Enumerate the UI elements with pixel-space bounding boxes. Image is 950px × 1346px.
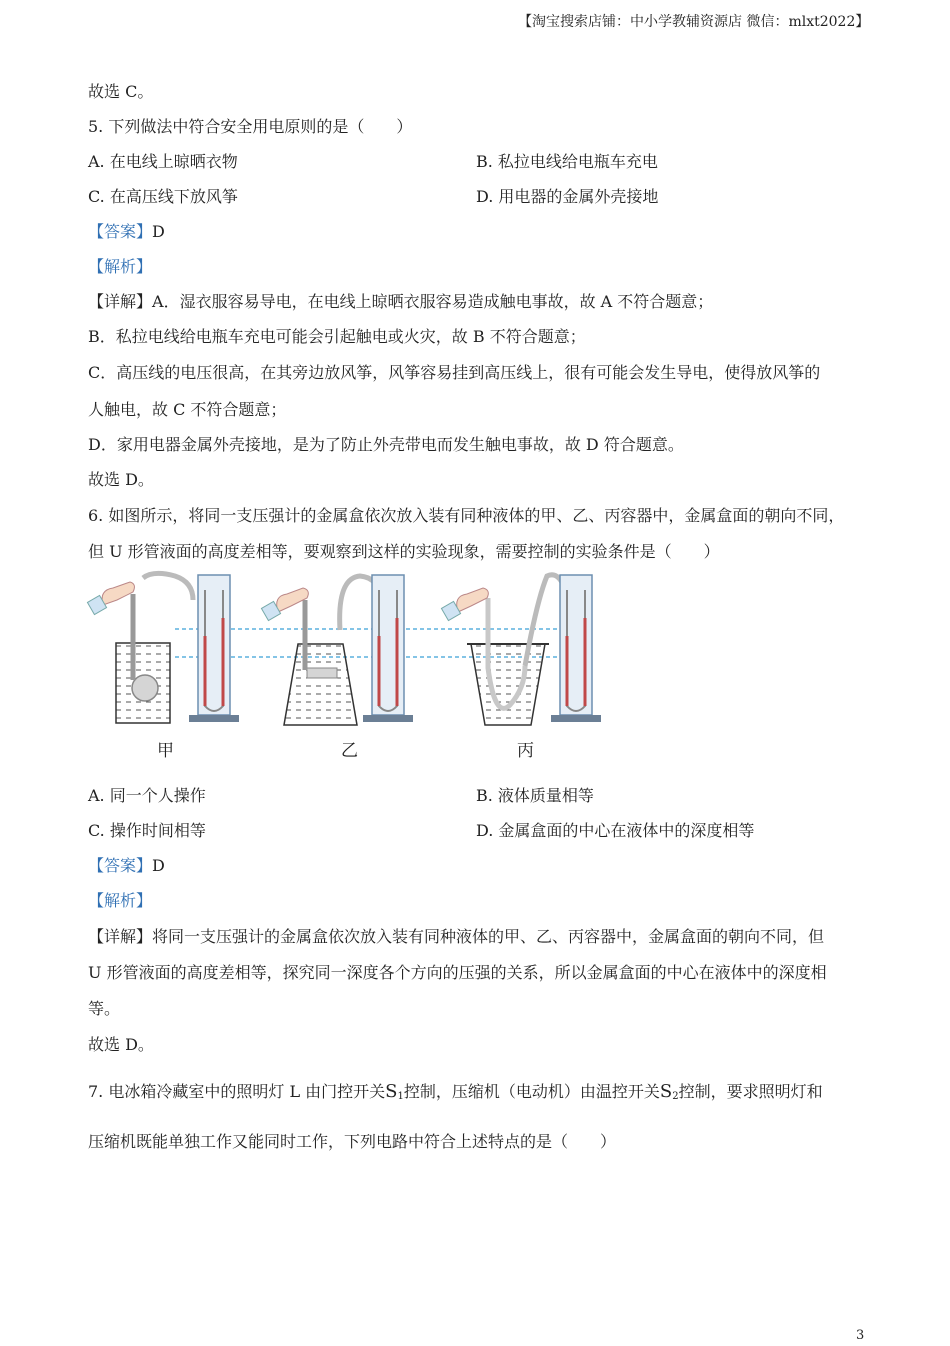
setup-jia <box>87 573 239 723</box>
q5-stem: 5. 下列做法中符合安全用电原则的是（ ） <box>88 117 413 136</box>
q6-stem-line-2: 但 U 形管液面的高度差相等，要观察到这样的实验现象，需要控制的实验条件是（ ） <box>88 542 720 561</box>
q5-analysis-label: 【解析】 <box>88 257 153 276</box>
q5-detail-text-1: A．湿衣服容易导电，在电线上晾晒衣服容易造成触电事故，故 A 不符合题意； <box>152 292 714 311</box>
q7-switch-s2: S <box>659 1081 673 1102</box>
q6-detail-line-1 <box>88 927 824 947</box>
q6-option-c: C. 操作时间相等 <box>88 821 206 840</box>
q7-switch-s1: S <box>385 1081 398 1102</box>
q6-option-d: D. 金属盒面的中心在液体中的深度相等 <box>476 821 755 840</box>
page-header: 【淘宝搜索店铺：中小学教辅资源店 微信：mlxt2022】 <box>518 14 870 30</box>
q5-option-b: B. 私拉电线给电瓶车充电 <box>476 152 658 171</box>
q7-switch-s2-subscript: 2 <box>672 1091 679 1102</box>
figure-label-jia: 甲 <box>157 741 174 761</box>
q6-detail-line-2: U 形管液面的高度差相等，探究同一深度各个方向的压强的关系，所以金属盒面的中心在液体中的深度相 <box>88 963 827 982</box>
page-number: 3 <box>856 1328 865 1343</box>
q6-option-a: A. 同一个人操作 <box>88 786 206 805</box>
q5-detail-line-2: B．私拉电线给电瓶车充电可能会引起触电或火灾，故 B 不符合题意； <box>88 327 586 346</box>
q5-detail-line-3: C．高压线的电压很高，在其旁边放风筝，风筝容易挂到高压线上，很有可能会发生导电，使得放风筝的 <box>88 363 821 382</box>
q6-detail-text-1: 将同一支压强计的金属盒依次放入装有同种液体的甲、乙、丙容器中，金属盒面的朝向不同，但 <box>152 927 825 946</box>
q5-conclusion: 故选 D。 <box>88 470 154 489</box>
q6-stem-line-1: 6. 如图所示，将同一支压强计的金属盒依次放入装有同种液体的甲、乙、丙容器中，金属盒面的朝向不同， <box>88 506 845 525</box>
q6-option-b: B. 液体质量相等 <box>476 786 594 805</box>
q6-answer-value: D <box>152 856 165 875</box>
q5-option-d: D. 用电器的金属外壳接地 <box>476 187 659 206</box>
q5-detail-label: 【详解】 <box>88 292 153 311</box>
q6-detail-line-3: 等。 <box>88 999 121 1018</box>
q5-answer-value: D <box>152 222 165 241</box>
figure-label-bing: 丙 <box>517 741 534 761</box>
pressure-gauge-figure <box>85 570 605 765</box>
q5-option-c: C. 在高压线下放风筝 <box>88 187 238 206</box>
q7-text-part-2: 控制，压缩机（电动机）由温控开关 <box>403 1082 660 1101</box>
q5-detail-line-4: 人触电，故 C 不符合题意； <box>88 400 287 419</box>
setup-yi <box>261 575 413 725</box>
q5-detail-line-5: D．家用电器金属外壳接地，是为了防止外壳带电而发生触电事故，故 D 符合题意。 <box>88 435 684 454</box>
q6-answer <box>88 856 165 876</box>
q7-stem-line-1 <box>88 1081 823 1108</box>
q5-detail-line-1 <box>88 292 713 312</box>
q5-option-a: A. 在电线上晾晒衣物 <box>88 152 238 171</box>
q6-answer-label: 【答案】 <box>88 856 153 875</box>
q6-conclusion: 故选 D。 <box>88 1035 154 1054</box>
q7-stem-line-2: 压缩机既能单独工作又能同时工作，下列电路中符合上述特点的是（ ） <box>88 1132 617 1151</box>
previous-conclusion: 故选 C。 <box>88 82 154 101</box>
q6-analysis-label: 【解析】 <box>88 891 153 910</box>
q7-text-part-1: 7. 电冰箱冷藏室中的照明灯 L 由门控开关 <box>88 1082 386 1101</box>
q5-answer-label: 【答案】 <box>88 222 153 241</box>
q5-answer <box>88 222 165 242</box>
figure-label-yi: 乙 <box>341 741 358 761</box>
q6-detail-label: 【详解】 <box>88 927 153 946</box>
setup-bing <box>441 575 601 725</box>
q7-text-part-3: 控制，要求照明灯和 <box>678 1082 823 1101</box>
q7-switch-s1-subscript: 1 <box>397 1091 404 1102</box>
